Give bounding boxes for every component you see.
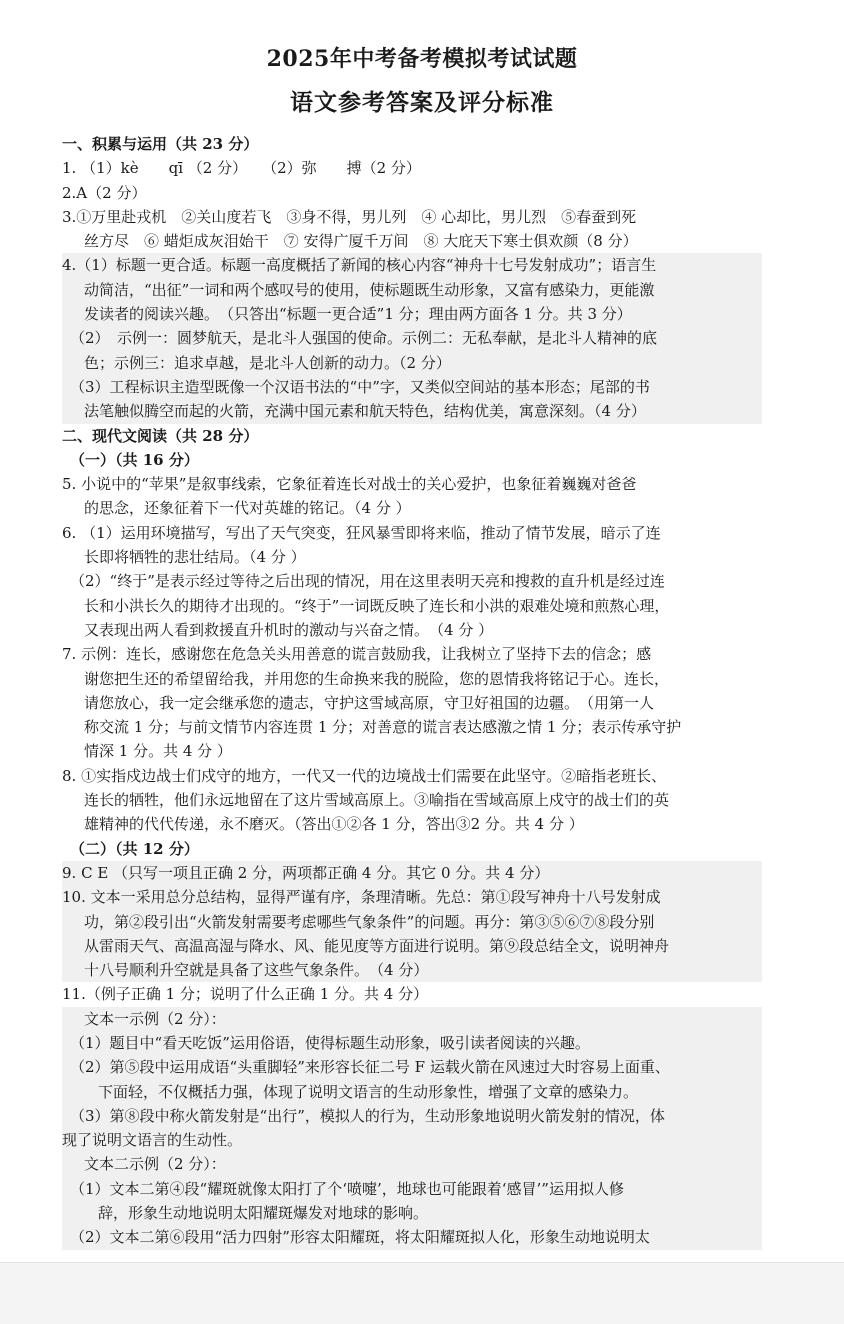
text-line: 连长的牺牲，他们永远地留在了这片雪域高原上。③喻指在雪域高原上戍守的战士们的英: [84, 791, 670, 810]
text-line: 9. C E （只写一项且正确 2 分，两项都正确 4 分。其它 0 分。共 4 分）: [62, 861, 762, 885]
text-line: 十八号顺利升空就是具备了这些气象条件。 （4 分）: [62, 958, 762, 982]
answer-key-title: 语文参考答案及评分标准: [290, 89, 554, 116]
text-line: 文本一示例（2 分）：: [62, 1007, 762, 1031]
text-line: 色；示例三：追求卓越，是北斗人创新的动力。（2 分）: [62, 351, 762, 375]
text-line: 3.①万里赴戎机 ②关山度若飞 ③身不得，男儿列 ④ 心却比，男儿烈 ⑤春蚕到死: [62, 207, 637, 226]
text-line: 11.（例子正确 1 分；说明了什么正确 1 分。共 4 分）: [62, 985, 429, 1004]
text-line: 1. （1）kè qī （2 分） （2）弥 搏（2 分）: [62, 159, 421, 178]
text-line: 长即将牺牲的悲壮结局。（4 分 ）: [84, 548, 306, 567]
text-line: 丝方尽 ⑥ 蜡炬成灰泪始干 ⑦ 安得广厦千万间 ⑧ 大庇天下寒士俱欢颜（8 分）: [84, 232, 638, 251]
answer-content: [62, 132, 762, 1250]
text-line: 谢您把生还的希望留给我，并用您的生命换来我的脱险，您的恩情我将铭记于心。连长，: [84, 669, 670, 688]
text-line: 称交流 1 分；与前文情节内容连贯 1 分；对善意的谎言表达感激之情 1 分；表示传承守护: [84, 718, 682, 737]
text-line: 长和小洪长久的期待才出现的。“终于”一词既反映了连长和小洪的艰难处境和煎熬心理，: [84, 596, 670, 615]
text-line: 请您放心，我一定会继承您的遗志，守护这雪域高原，守卫好祖国的边疆。 （用第一人: [84, 693, 655, 712]
text-line: 动简洁，“出征”一词和两个感叹号的使用，使标题既生动形象，又富有感染力，更能激: [62, 278, 762, 302]
exam-title: 2025年中考备考模拟考试试题: [266, 46, 578, 72]
text-line: （2） 示例一：圆梦航天，是北斗人强国的使命。示例二：无私奉献，是北斗人精神的底: [62, 326, 762, 350]
text-line: 现了说明文语言的生动性。: [62, 1128, 762, 1152]
text-line: 一、积累与运用（共 23 分）: [62, 135, 259, 153]
text-line: 10. 文本一采用总分总结构，显得严谨有序，条理清晰。先总：第①段写神舟十八号发射成: [62, 885, 762, 909]
text-line: 7. 示例：连长，感谢您在危急关头用善意的谎言鼓励我，让我树立了坚持下去的信念；感: [62, 645, 652, 664]
text-line: （2）“终于”是表示经过等待之后出现的情况，用在这里表明天亮和搜救的直升机是经过连: [70, 572, 665, 591]
text-line: （二）（共 12 分）: [70, 839, 199, 858]
text-line: （1）题目中“看天吃饭”运用俗语，使得标题生动形象，吸引读者阅读的兴趣。: [62, 1031, 762, 1055]
text-line: 下面轻，不仅概括力强，体现了说明文语言的生动形象性，增强了文章的感染力。: [62, 1080, 762, 1104]
text-line: 4.（1）标题一更合适。标题一高度概括了新闻的核心内容“神舟十七号发射成功”；语言生: [62, 253, 762, 277]
text-line: 文本二示例（2 分）：: [62, 1152, 762, 1176]
text-line: 发读者的阅读兴趣。 （只答出“标题一更合适”1 分；理由两方面各 1 分。共 3 分）: [62, 302, 762, 326]
text-line: （1）文本二第④段“耀斑就像太阳打了个‘喷嚏’，地球也可能跟着‘感冒’”运用拟人修: [62, 1177, 762, 1201]
text-line: 从雷雨天气、高温高湿与降水、风、能见度等方面进行说明。第⑨段总结全文，说明神舟: [62, 934, 762, 958]
text-line: 2.A（2 分）: [62, 183, 147, 202]
text-line: （2）第⑤段中运用成语“头重脚轻”来形容长征二号 F 运载火箭在风速过大时容易上面重、: [62, 1055, 762, 1079]
text-line: 雄精神的代代传递，永不磨灭。（答出①②各 1 分，答出③2 分。共 4 分 ）: [84, 815, 584, 834]
text-line: 的思念，还象征着下一代对英雄的铭记。（4 分 ）: [84, 499, 411, 518]
text-line: （一）（共 16 分）: [70, 450, 199, 469]
text-line: 情深 1 分。共 4 分 ）: [84, 742, 232, 761]
text-line: 5. 小说中的“苹果”是叙事线索，它象征着连长对战士的关心爱护，也象征着巍巍对爸爸: [62, 475, 637, 494]
text-line: 8. ①实指戍边战士们戍守的地方，一代又一代的边境战士们需要在此坚守。②暗指老班长、: [62, 766, 667, 785]
text-line: 功，第②段引出“火箭发射需要考虑哪些气象条件”的问题。再分：第③⑤⑥⑦⑧段分别: [62, 910, 762, 934]
text-line: （3）工程标识主造型既像一个汉语书法的“中”字，又类似空间站的基本形态；尾部的书: [62, 375, 762, 399]
text-line: 又表现出两人看到救援直升机时的激动与兴奋之情。 （4 分 ）: [84, 620, 494, 639]
text-line: 6. （1）运用环境描写，写出了天气突变，狂风暴雪即将来临，推动了情节发展，暗示了连: [62, 523, 661, 542]
text-line: 法笔触似腾空而起的火箭，充满中国元素和航天特色，结构优美，寓意深刻。（4 分）: [62, 399, 762, 423]
page-bottom-margin: [0, 1262, 844, 1324]
text-line: 辞，形象生动地说明太阳耀斑爆发对地球的影响。: [62, 1201, 762, 1225]
text-line: 二、现代文阅读（共 28 分）: [62, 426, 259, 445]
text-line: （3）第⑧段中称火箭发射是“出行”，模拟人的行为，生动形象地说明火箭发射的情况，体: [62, 1104, 762, 1128]
text-line: （2）文本二第⑥段用“活力四射”形容太阳耀斑，将太阳耀斑拟人化，形象生动地说明太: [62, 1225, 762, 1249]
